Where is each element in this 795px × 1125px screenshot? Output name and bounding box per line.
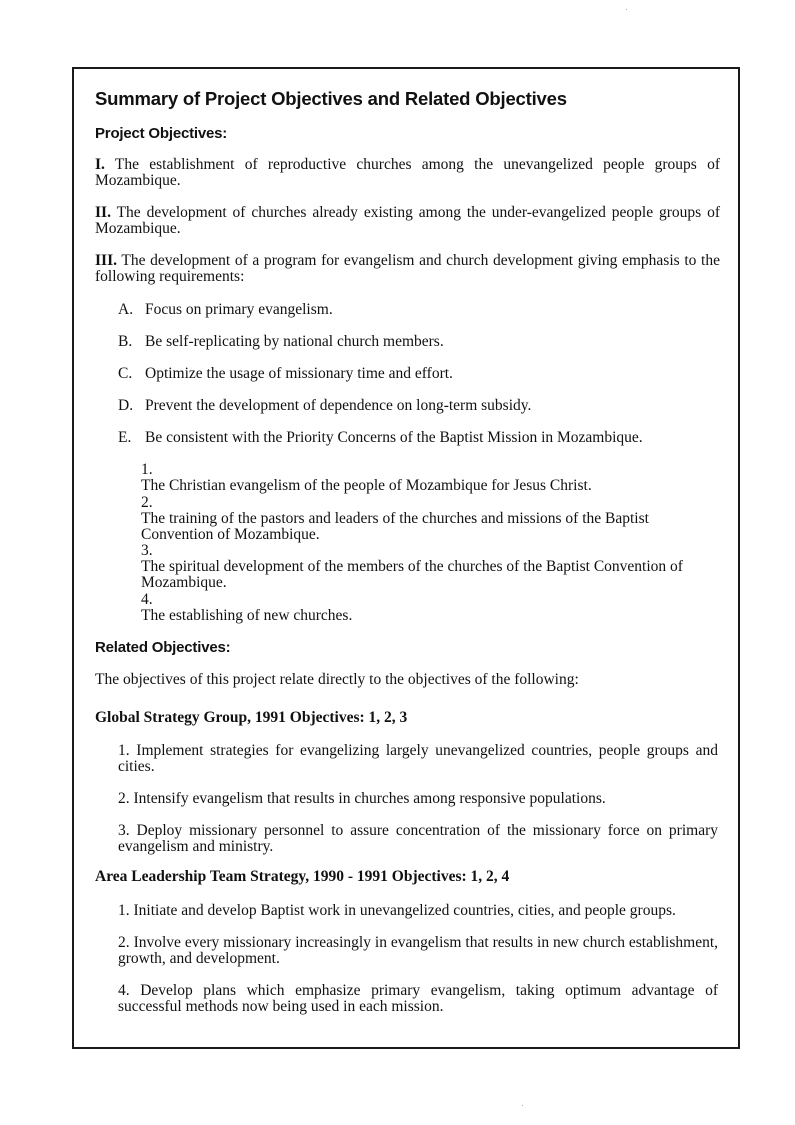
- global-objective-3: 3. Deploy missionary personnel to assure concentration of the missionary force on primary evangelism and ministry.: [118, 822, 718, 855]
- global-objective-1: 1. Implement strategies for evangelizing largely unevangelized countries, people groups and cities.: [118, 742, 718, 775]
- area-objective-1: 1. Initiate and develop Baptist work in unevangelized countries, cities, and people groups.: [118, 902, 676, 919]
- global-strategy-heading: Global Strategy Group, 1991 Objectives: 1, 2, 3: [95, 709, 408, 726]
- requirement-c: C. Optimize the usage of missionary time and effort.: [118, 365, 453, 382]
- page-title: Summary of Project Objectives and Related Objectives: [95, 88, 567, 109]
- scan-speck: [522, 1105, 523, 1106]
- area-objective-2: 2. Involve every missionary increasingly in evangelism that results in new church establishment, growth, and development.: [118, 934, 718, 967]
- related-objectives-heading: Related Objectives:: [95, 639, 231, 656]
- objective-ii: II. The development of churches already existing among the under-evangelized people groups of Mozambique.: [95, 204, 720, 237]
- requirement-b: B. Be self-replicating by national church members.: [118, 333, 444, 350]
- priority-concern-2: 2.The training of the pastors and leaders of the churches and missions of the Baptist Convention of Mozambique.: [141, 494, 649, 543]
- related-intro: The objectives of this project relate directly to the objectives of the following:: [95, 671, 579, 688]
- scan-speck: [626, 9, 627, 10]
- priority-concern-1: 1.The Christian evangelism of the people of Mozambique for Jesus Christ.: [141, 461, 592, 494]
- objective-i: I. The establishment of reproductive churches among the unevangelized people groups of Mozambique.: [95, 156, 720, 189]
- requirement-d: D. Prevent the development of dependence on long-term subsidy.: [118, 397, 532, 414]
- requirement-a: A. Focus on primary evangelism.: [118, 301, 333, 318]
- priority-concern-3: 3.The spiritual development of the members of the churches of the Baptist Convention of Mozambique.: [141, 542, 683, 591]
- priority-concern-4: 4.The establishing of new churches.: [141, 591, 353, 624]
- area-objective-4: 4. Develop plans which emphasize primary evangelism, taking optimum advantage of successful methods now being used in each mission.: [118, 982, 718, 1015]
- area-leadership-heading: Area Leadership Team Strategy, 1990 - 1991 Objectives: 1, 2, 4: [95, 868, 510, 885]
- global-objective-2: 2. Intensify evangelism that results in churches among responsive populations.: [118, 790, 606, 807]
- objective-iii: III. The development of a program for evangelism and church development giving emphasis to the following requirements:: [95, 252, 720, 285]
- project-objectives-heading: Project Objectives:: [95, 125, 228, 142]
- requirement-e: E. Be consistent with the Priority Concerns of the Baptist Mission in Mozambique.: [118, 429, 643, 446]
